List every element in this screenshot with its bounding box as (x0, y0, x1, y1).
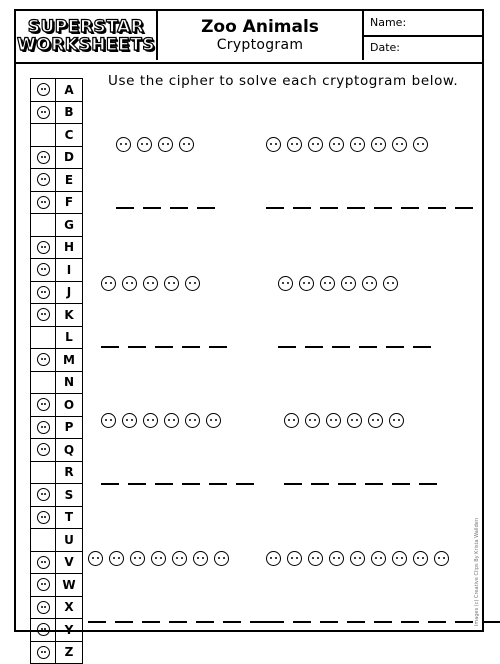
answer-blank[interactable] (116, 207, 134, 209)
cryptogram-1 (116, 135, 194, 153)
answer-blank[interactable] (223, 621, 241, 623)
animal-icon (193, 551, 208, 566)
cipher-icon-cell (31, 349, 56, 371)
answer-blank[interactable] (338, 483, 356, 485)
cipher-icon-cell (31, 462, 56, 484)
cipher-row (31, 417, 82, 440)
answer-blank[interactable] (320, 207, 338, 209)
cipher-icon-cell (31, 147, 56, 169)
answer-blank[interactable] (392, 483, 410, 485)
cryptogram-icons (266, 135, 428, 153)
bear-face-icon (37, 83, 50, 96)
answer-blank[interactable] (101, 483, 119, 485)
answer-blank[interactable] (170, 207, 188, 209)
cipher-letter: W (56, 574, 82, 596)
cryptogram-icons (116, 135, 194, 153)
cryptogram-7 (88, 549, 229, 567)
penguin-icon (37, 421, 50, 434)
answer-blank[interactable] (428, 621, 446, 623)
answer-blanks (284, 483, 437, 485)
cipher-letter: P (56, 417, 82, 439)
cipher-letter: Y (56, 619, 82, 641)
animal-icon (305, 413, 320, 428)
animal-icon (88, 551, 103, 566)
cryptogram-5 (101, 411, 221, 429)
cipher-row (31, 597, 82, 620)
answer-blank[interactable] (374, 621, 392, 623)
worksheet-page (14, 9, 484, 632)
answer-blank[interactable] (305, 346, 323, 348)
cipher-row (31, 282, 82, 305)
cryptogram-icons (101, 274, 200, 292)
cipher-icon-cell (31, 552, 56, 574)
answer-blank[interactable] (359, 346, 377, 348)
animal-icon (434, 551, 449, 566)
cipher-letter: A (56, 79, 82, 101)
cipher-letter: L (56, 327, 82, 349)
answer-blank[interactable] (347, 621, 365, 623)
animal-icon (392, 551, 407, 566)
cipher-letter: O (56, 394, 82, 416)
cipher-row (31, 574, 82, 597)
answer-blank[interactable] (347, 207, 365, 209)
answer-blank[interactable] (169, 621, 187, 623)
animal-icon (320, 276, 335, 291)
cipher-letter: I (56, 259, 82, 281)
cipher-icon-cell (31, 259, 56, 281)
answer-blank[interactable] (401, 621, 419, 623)
bird-icon (37, 106, 50, 119)
cipher-row (31, 259, 82, 282)
animal-icon (164, 413, 179, 428)
animal-icon (389, 413, 404, 428)
cipher-row (31, 102, 82, 125)
koala-icon (37, 308, 50, 321)
cipher-row (31, 147, 82, 170)
cipher-row (31, 642, 82, 664)
cipher-row (31, 237, 82, 260)
animal-icon (362, 276, 377, 291)
answer-blank[interactable] (320, 621, 338, 623)
cipher-letter: T (56, 507, 82, 529)
answer-blank[interactable] (115, 621, 133, 623)
cipher-row (31, 552, 82, 575)
image-credit: Images (c) Creative Clips By Krista Wallden (474, 518, 480, 626)
answer-blank[interactable] (101, 346, 119, 348)
answer-blank[interactable] (482, 621, 500, 623)
cryptogram-4 (278, 274, 398, 292)
fish-icon (37, 196, 50, 209)
animal-icon (341, 276, 356, 291)
answer-blank[interactable] (236, 483, 254, 485)
title-box (158, 11, 364, 60)
cipher-icon-cell (31, 102, 56, 124)
insect-icon (37, 263, 50, 276)
animal-icon (143, 276, 158, 291)
animal-icon (329, 551, 344, 566)
cipher-row (31, 484, 82, 507)
cipher-icon-cell (31, 169, 56, 191)
animal-icon (284, 413, 299, 428)
animal-icon (101, 413, 116, 428)
logo (16, 11, 158, 60)
answer-blank[interactable] (266, 621, 284, 623)
answer-blank[interactable] (128, 346, 146, 348)
cipher-icon-cell (31, 597, 56, 619)
cryptogram-3 (101, 274, 200, 292)
header (16, 11, 482, 64)
instructions: Use the cipher to solve each cryptogram below. (108, 73, 458, 89)
tiger-icon (37, 511, 50, 524)
elephant-icon (37, 173, 50, 186)
cipher-letter: S (56, 484, 82, 506)
answer-blank[interactable] (293, 207, 311, 209)
answer-blank[interactable] (284, 483, 302, 485)
animal-icon (158, 137, 173, 152)
deer-icon (37, 151, 50, 164)
animal-icon (329, 137, 344, 152)
animal-icon (347, 413, 362, 428)
cipher-row (31, 349, 82, 372)
cipher-letter: U (56, 529, 82, 551)
cryptogram-icons (101, 411, 221, 429)
bee-icon (37, 556, 50, 569)
animal-icon (413, 137, 428, 152)
animal-icon (350, 551, 365, 566)
name-date-divider (364, 35, 482, 37)
cryptogram-8 (266, 549, 449, 567)
cipher-icon-cell (31, 619, 56, 641)
animal-icon (164, 276, 179, 291)
animal-icon (130, 551, 145, 566)
answer-blanks (266, 621, 500, 623)
animal-icon (278, 276, 293, 291)
cipher-row (31, 529, 82, 552)
animal-icon (179, 137, 194, 152)
animal-icon (101, 276, 116, 291)
cipher-letter: B (56, 102, 82, 124)
cipher-row (31, 169, 82, 192)
cipher-row (31, 327, 82, 350)
answer-blank[interactable] (197, 207, 215, 209)
answer-blank[interactable] (266, 207, 284, 209)
animal-icon (206, 413, 221, 428)
cipher-letter: E (56, 169, 82, 191)
animal-icon (308, 551, 323, 566)
animal-icon (392, 137, 407, 152)
cryptogram-icons (278, 274, 398, 292)
answer-blanks (278, 346, 431, 348)
sheep-icon (37, 488, 50, 501)
cipher-icon-cell (31, 304, 56, 326)
cipher-letter: F (56, 192, 82, 214)
cipher-row (31, 192, 82, 215)
animal-icon (109, 551, 124, 566)
animal-icon (266, 551, 281, 566)
cipher-row (31, 462, 82, 485)
cipher-icon-cell (31, 192, 56, 214)
cipher-letter: J (56, 282, 82, 304)
animal-icon (185, 413, 200, 428)
cipher-icon-cell (31, 484, 56, 506)
cipher-icon-cell (31, 507, 56, 529)
answer-blanks (116, 207, 215, 209)
answer-blank[interactable] (143, 207, 161, 209)
animal-icon (413, 551, 428, 566)
animal-icon (308, 137, 323, 152)
answer-blank[interactable] (455, 621, 473, 623)
cipher-icon-cell (31, 642, 56, 664)
answer-blank[interactable] (128, 483, 146, 485)
zebra-icon (37, 646, 50, 659)
answer-blank[interactable] (332, 346, 350, 348)
cipher-key (30, 78, 83, 664)
cryptogram-icons (284, 411, 404, 429)
page-subtitle: Cryptogram (158, 37, 362, 53)
cipher-icon-cell (31, 439, 56, 461)
cipher-icon-cell (31, 574, 56, 596)
answer-blank[interactable] (209, 346, 227, 348)
animal-icon (368, 413, 383, 428)
cipher-letter: Z (56, 642, 82, 664)
animal-icon (185, 276, 200, 291)
cipher-letter: G (56, 214, 82, 236)
cipher-letter: H (56, 237, 82, 259)
cipher-row (31, 79, 82, 102)
answer-blank[interactable] (155, 483, 173, 485)
animal-icon (266, 137, 281, 152)
cipher-icon-cell (31, 327, 56, 349)
cipher-icon-cell (31, 394, 56, 416)
logo-line-2: WORKSHEETS (17, 36, 155, 54)
cryptogram-icons (266, 549, 449, 567)
answer-blank[interactable] (196, 621, 214, 623)
animal-icon (371, 137, 386, 152)
date-label: Date: (370, 41, 400, 54)
animal-icon (326, 413, 341, 428)
answer-blank[interactable] (293, 621, 311, 623)
answer-blank[interactable] (142, 621, 160, 623)
cipher-row (31, 619, 82, 642)
animal-icon (151, 551, 166, 566)
cipher-row (31, 214, 82, 237)
cipher-icon-cell (31, 124, 56, 146)
animal-icon (137, 137, 152, 152)
answer-blanks (266, 207, 473, 209)
answer-blank[interactable] (155, 346, 173, 348)
answer-blank[interactable] (386, 346, 404, 348)
cipher-letter: V (56, 552, 82, 574)
answer-blank[interactable] (278, 346, 296, 348)
answer-blank[interactable] (88, 621, 106, 623)
answer-blanks (101, 346, 227, 348)
cipher-row (31, 507, 82, 530)
animal-icon (383, 276, 398, 291)
hippo-icon (37, 241, 50, 254)
animal-icon (287, 551, 302, 566)
answer-blank[interactable] (311, 483, 329, 485)
answer-blank[interactable] (401, 207, 419, 209)
answer-blank[interactable] (182, 483, 200, 485)
cipher-icon-cell (31, 79, 56, 101)
animal-icon (122, 276, 137, 291)
animal-icon (143, 413, 158, 428)
animal-icon (214, 551, 229, 566)
animal-icon (350, 137, 365, 152)
answer-blank[interactable] (374, 207, 392, 209)
logo-line-1: SUPERSTAR (28, 18, 144, 36)
cipher-row (31, 372, 82, 395)
animal-icon (116, 137, 131, 152)
jellyfish-icon (37, 286, 50, 299)
cipher-letter: R (56, 462, 82, 484)
cipher-letter: M (56, 349, 82, 371)
cipher-row (31, 124, 82, 147)
cipher-letter: N (56, 372, 82, 394)
cipher-row (31, 394, 82, 417)
octopus-icon (37, 398, 50, 411)
answer-blank[interactable] (419, 483, 437, 485)
answer-blank[interactable] (209, 483, 227, 485)
answer-blanks (101, 483, 254, 485)
cipher-icon-cell (31, 372, 56, 394)
cipher-icon-cell (31, 237, 56, 259)
yak-icon (37, 623, 50, 636)
answer-blank[interactable] (182, 346, 200, 348)
cipher-letter: X (56, 597, 82, 619)
answer-blank[interactable] (365, 483, 383, 485)
quail-icon (37, 443, 50, 456)
answer-blank[interactable] (413, 346, 431, 348)
cipher-letter: K (56, 304, 82, 326)
answer-blank[interactable] (455, 207, 473, 209)
animal-icon (371, 551, 386, 566)
cipher-row (31, 304, 82, 327)
cipher-icon-cell (31, 282, 56, 304)
cryptogram-icons (88, 549, 229, 567)
name-label: Name: (370, 16, 406, 29)
animal-icon (287, 137, 302, 152)
cipher-letter: Q (56, 439, 82, 461)
cipher-icon-cell (31, 529, 56, 551)
walrus-icon (37, 578, 50, 591)
answer-blank[interactable] (428, 207, 446, 209)
cipher-row (31, 439, 82, 462)
animal-icon (172, 551, 187, 566)
animal-icon (299, 276, 314, 291)
crab-icon (37, 601, 50, 614)
cipher-icon-cell (31, 214, 56, 236)
answer-blanks (88, 621, 268, 623)
cipher-letter: D (56, 147, 82, 169)
name-date-box (364, 11, 482, 60)
cryptogram-6 (284, 411, 404, 429)
cryptogram-2 (266, 135, 428, 153)
monkey-icon (37, 353, 50, 366)
animal-icon (122, 413, 137, 428)
page-title: Zoo Animals (158, 17, 362, 37)
cipher-letter: C (56, 124, 82, 146)
cipher-icon-cell (31, 417, 56, 439)
